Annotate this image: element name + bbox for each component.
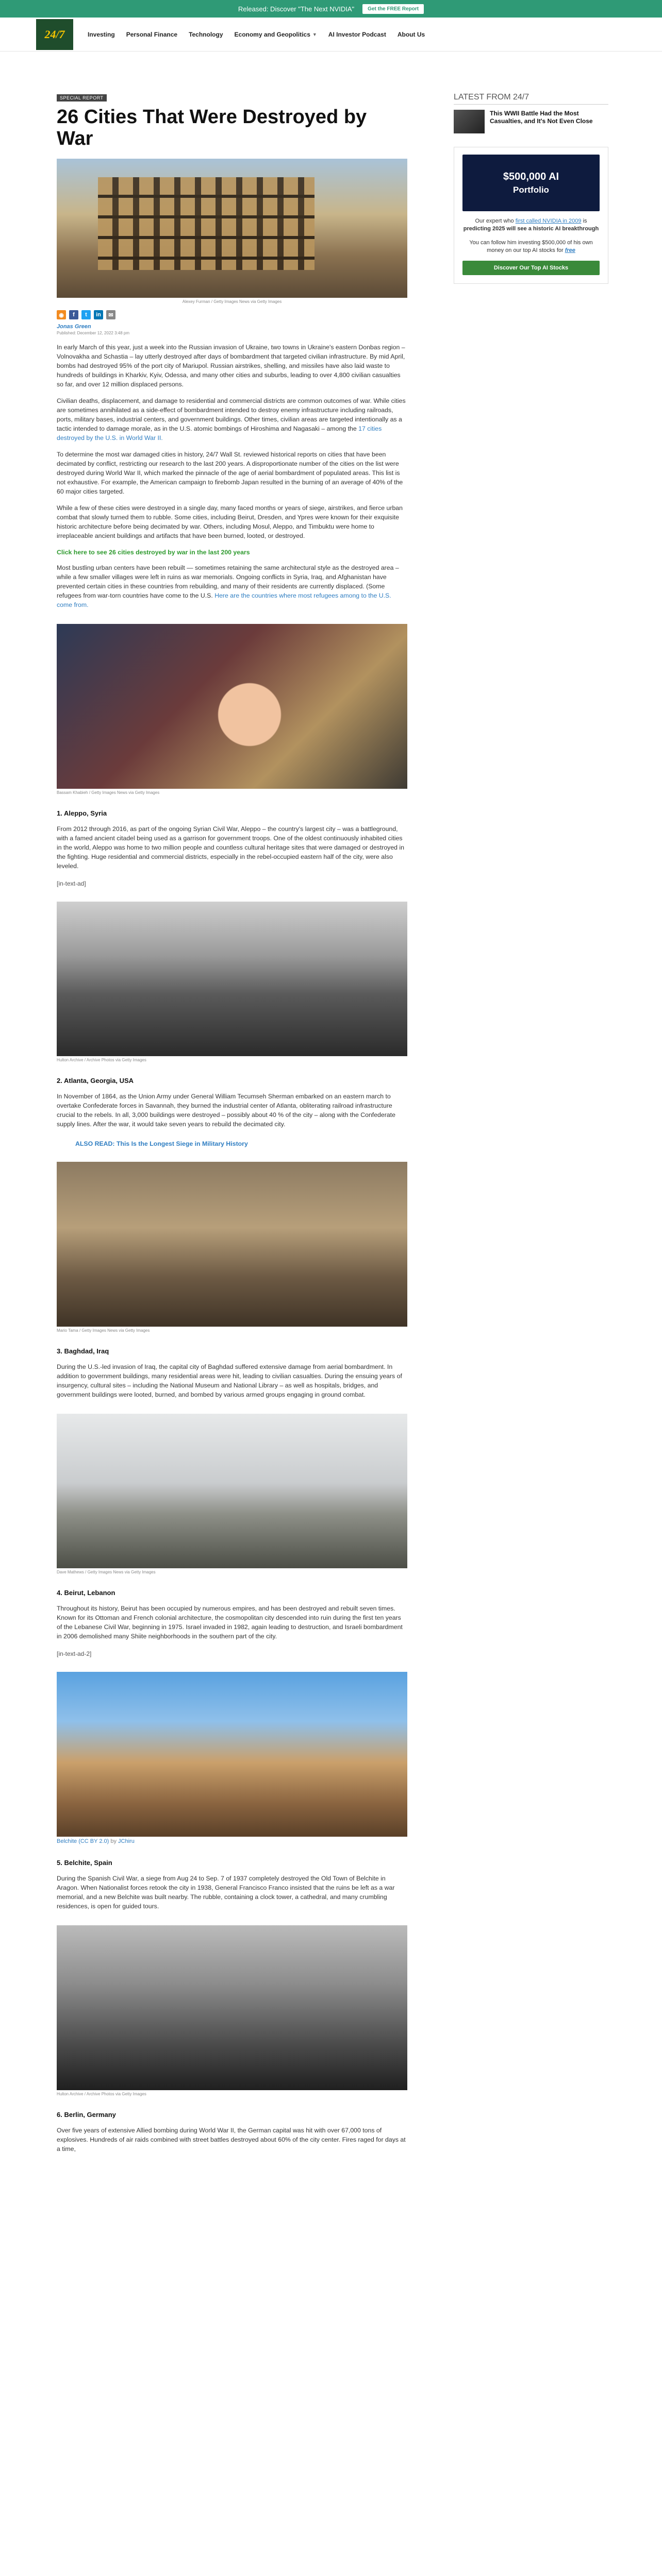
linkedin-icon[interactable]: in [94, 310, 103, 319]
sidebar [454, 93, 608, 284]
ad-text-2: You can follow him investing $500,000 of his own money on our top AI stocks for free [469, 240, 593, 253]
section-text-beirut: Throughout its history, Beirut has been occupied by numerous empires, and has been destroyed and rebuilt seven times. Known for its Ottoman and French colonial architecture, the cosmopolitan city descended into ruin during the first ten years of the Lebanese Civil War, beginning in 1975. Israel invaded in 1982, again leading to destruction, and Israeli bombardment in 2006 demolished many Shiite neighborhoods in the southern part of the city. [57, 1605, 403, 1640]
latest-item[interactable] [454, 110, 608, 133]
ad-amount: $500,000 AI [503, 171, 559, 182]
link-17-cities[interactable]: 17 cities destroyed by the U.S. in World War II. [57, 425, 382, 442]
nav-item-investing[interactable]: Investing [88, 30, 115, 38]
atlanta-image [57, 902, 407, 1056]
nav-item-about[interactable]: About Us [397, 30, 425, 38]
para-4: While a few of these cities were destroyed in a single day, many faced months or years of siege, airstrikes, and fierce urban combat that slowly turned them to rubble. Some cities, including Beirut, Dresden, and Ypres were known for their exquisite historic architecture before being decimated by war. Others, including Mosul, Aleppo, and Timbuktu were home to irreplaceable ancient buildings and artifacts that have been burned, looted, or destroyed. [57, 504, 403, 539]
latest-heading: LATEST FROM 24/7 [454, 93, 608, 105]
in-text-ad-2: [in-text-ad-2] [57, 1650, 92, 1657]
destroyed-building [98, 177, 315, 270]
belchite-credit: Belchite (CC BY 2.0) by JChiru [57, 1838, 135, 1844]
also-read: ALSO READ: This Is the Longest Siege in Military History [75, 1140, 248, 1147]
hero-image [57, 159, 407, 298]
belchite-image [57, 1672, 407, 1837]
email-icon[interactable]: ✉ [106, 310, 115, 319]
para-3: To determine the most war damaged cities in history, 24/7 Wall St. reviewed historical reports on cities that have been decimated by conflict, restricting our research to the last 200 years. A disproportionate number of the cities on the list were destroyed during World War II, which marked the pinnacle of the age of aerial bombardment of populated areas. This list is not exhaustive. For example, the American campaign to firebomb Japan resulted in the burning of an average of 40% of the 60 major cities targeted. [57, 451, 403, 495]
ad-banner[interactable] [462, 155, 600, 211]
published-date: Published: December 12, 2022 3:48 pm [57, 331, 129, 335]
nav-item-technology[interactable]: Technology [189, 30, 223, 38]
baghdad-credit: Mario Tama / Getty Images News via Getty Images [57, 1328, 150, 1333]
sidebar-ad [454, 147, 608, 284]
section-text-baghdad: During the U.S.-led invasion of Iraq, the capital city of Baghdad suffered extensive damage from aerial bombardment. In addition to government buildings, many residential areas were hit, leading to civilian casualties. During the ensuing years of insurgency, cultural sites – including the National Museum and National Library – as well as hospitals, bridges, and government buildings were looted, burned, and bombed by various armed groups engaging in ground combat. [57, 1363, 402, 1398]
section-text-aleppo: From 2012 through 2016, as part of the ongoing Syrian Civil War, Aleppo – the country's largest city – was a battleground, with a famed ancient citadel being used as a garrison for government troops. One of the oldest continuously inhabited cities in the world, Aleppo was home to two million people and countless cultural heritage sites that were damaged or destroyed in the fighting. Huge residential and commercial districts, especially in the rebel-occupied eastern half of the city, were also leveled. [57, 825, 404, 870]
section-heading-aleppo: 1. Aleppo, Syria [57, 809, 107, 817]
baghdad-image [57, 1162, 407, 1327]
see-list-cta[interactable]: Click here to see 26 cities destroyed by war in the last 200 years [57, 549, 250, 556]
berlin-image [57, 1925, 407, 2090]
also-read-link[interactable]: This Is the Longest Siege in Military History [116, 1140, 248, 1147]
belchite-license-link[interactable]: Belchite (CC BY 2.0) [57, 1838, 109, 1844]
nav-item-ai-podcast[interactable]: AI Investor Podcast [328, 30, 386, 38]
site-logo[interactable]: 24/7 [36, 19, 73, 50]
section-heading-atlanta: 2. Atlanta, Georgia, USA [57, 1077, 134, 1084]
in-text-ad: [in-text-ad] [57, 880, 86, 887]
latest-title[interactable]: This WWII Battle Had the Most Casualties, and It's Not Even Close [490, 110, 593, 125]
para-1: In early March of this year, just a week into the Russian invasion of Ukraine, two towns in Ukraine's eastern Donbas region – Volnovakha and Schastia – lay utterly destroyed after days of bombardment that targeted civilian infrastructure. By mid April, bombs had destroyed 95% of the port city of Mariupol. Russian airstrikes, shelling, and missiles have also laid waste to hundreds of buildings in Kharkiv, Kyiv, Odessa, and many other cities and suburbs, leading to over 4,800 civilian casualties so far, and over 12 million displaced persons. [57, 344, 405, 388]
link-refugees[interactable]: Here are the countries where most refugees among to the U.S. come from. [57, 592, 391, 608]
aleppo-credit: Bassam Khabieh / Getty Images News via Getty Images [57, 790, 160, 795]
chevron-down-icon: ▼ [312, 31, 317, 37]
ad-nvidia-link[interactable]: first called NVIDIA in 2009 [515, 218, 582, 224]
hero-credit: Alexey Furman / Getty Images News via Getty Images [182, 299, 282, 304]
section-heading-baghdad: 3. Baghdad, Iraq [57, 1347, 109, 1355]
article [57, 93, 407, 2154]
nav-item-personal-finance[interactable]: Personal Finance [126, 30, 178, 38]
facebook-icon[interactable]: f [69, 310, 78, 319]
section-heading-berlin: 6. Berlin, Germany [57, 2111, 116, 2119]
atlanta-credit: Hulton Archive / Archive Photos via Getty Images [57, 1058, 146, 1062]
promo-text: Released: Discover "The Next NVIDIA" [238, 5, 355, 13]
aleppo-image [57, 624, 407, 789]
para-rebuilt: Most bustling urban centers have been rebuilt — sometimes retaining the same architectural style as the destroyed area – while a few smaller villages were left in ruins as war memorials. Ongoing conflicts in Syria, Iraq, and Afghanistan have prevented certain cities in these countries from rebuilding, and many of their residents are currently displaced. (Some refugees from war-torn countries have come to the U.S. Here are the countries where most refugees among to the U.S. come from. [57, 564, 399, 608]
ad-text-1: Our expert who first called NVIDIA in 2009 is predicting 2025 will see a historic AI breakthrough [463, 218, 599, 232]
rss-icon[interactable]: ◉ [57, 310, 66, 319]
section-text-atlanta: In November of 1864, as the Union Army under General William Tecumseh Sherman embarked on an eastern march to overtake Confederate forces in Savannah, they burned the industrial center of Atlanta, obliterating railroad infrastructure crucial to the rebels. In all, 3,000 buildings were destroyed – possibly about 40 % of the city – along with the Confederate supply lines. After the war, it would take seven years to rebuild the decimated city. [57, 1093, 395, 1128]
author-link[interactable]: Jonas Green [57, 324, 91, 330]
section-heading-belchite: 5. Belchite, Spain [57, 1859, 112, 1867]
section-heading-beirut: 4. Beirut, Lebanon [57, 1589, 115, 1597]
para-2: Civilian deaths, displacement, and damage to residential and commercial districts are common outcomes of war. While cities are sometimes annihilated as a side-effect of bombardment intended to destroy enemy infrastructure including railroads, ports, military bases, industrial centers, and government buildings. Other times, civilian areas are targeted intentionally as a tactic intended to damage morale, as in the U.S. atomic bombings of Hiroshima and Nagasaki – among the 17 cities destroyed by the U.S. in World War II. [57, 397, 406, 442]
latest-thumbnail[interactable] [454, 110, 485, 133]
beirut-image [57, 1414, 407, 1568]
twitter-icon[interactable]: t [81, 310, 91, 319]
ad-portfolio: Portfolio [513, 184, 549, 195]
section-text-berlin: Over five years of extensive Allied bombing during World War II, the German capital was hit with over 67,000 tons of explosives. Hundreds of air raids combined with street battles destroyed about 60% of the city center. Fires raged for days at a time, [57, 2127, 406, 2153]
share-row [57, 310, 407, 319]
article-title: 26 Cities That Were Destroyed by War [57, 106, 367, 149]
promo-report-button[interactable]: Get the FREE Report [362, 4, 424, 14]
promo-bar [0, 0, 662, 18]
special-report-tag: SPECIAL REPORT [57, 94, 107, 101]
discover-stocks-button[interactable]: Discover Our Top AI Stocks [462, 261, 600, 275]
nav-items [88, 31, 425, 38]
belchite-author-link[interactable]: JChiru [118, 1838, 135, 1844]
nav-item-economy[interactable]: Economy and Geopolitics ▼ [234, 30, 317, 38]
main-nav [0, 18, 662, 52]
berlin-credit: Hulton Archive / Archive Photos via Getty Images [57, 2092, 146, 2096]
section-text-belchite: During the Spanish Civil War, a siege from Aug 24 to Sep. 7 of 1937 completely destroyed the Old Town of Belchite in Aragon. When Nationalist forces retook the city in 1938, General Francisco Franco insisted that the ruins be left as a war memorial, and a new Belchite was built nearby. The rubble, containing a clock tower, a cathedral, and many crumbling residences, is open for guided tours. [57, 1875, 395, 1910]
beirut-credit: Dave Mathews / Getty Images News via Getty Images [57, 1570, 156, 1574]
